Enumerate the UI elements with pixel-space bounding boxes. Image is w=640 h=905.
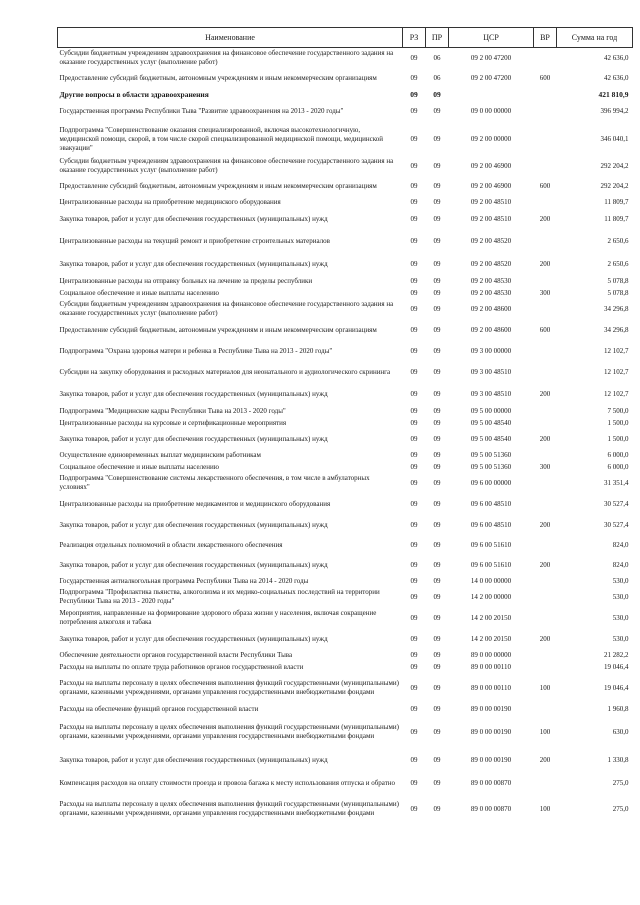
- cell-vr: 100: [539, 727, 551, 736]
- cell-vr: 600: [539, 181, 551, 190]
- cell-rz: 09: [410, 613, 418, 622]
- table-row: [58, 772, 633, 794]
- cell-vr: 200: [539, 259, 551, 268]
- cell-rz: 09: [410, 540, 418, 549]
- cell-pr: 09: [433, 683, 441, 692]
- cell-pr: 06: [433, 53, 441, 62]
- cell-csr: 89 0 00 00110: [471, 663, 511, 671]
- cell-pr: 09: [433, 236, 441, 245]
- cell-pr: 09: [433, 804, 441, 813]
- cell-pr: 09: [433, 259, 441, 268]
- cell-csr: 09 2 00 48510: [470, 198, 512, 206]
- cell-csr: 09 6 00 48510: [470, 499, 512, 508]
- cell-name: Другие вопросы в области здравоохранения: [59, 89, 209, 99]
- cell-name: Расходы на обеспечение функций органов государственной власти: [59, 705, 259, 713]
- table-row: [58, 122, 633, 156]
- cell-rz: 09: [410, 778, 418, 787]
- table-row: [58, 473, 633, 493]
- cell-name: Государственная антиалкогольная программа Республики Тыва на 2014 - 2020 годы: [59, 576, 309, 585]
- cell-vr: [534, 405, 557, 418]
- cell-rz: 09: [410, 576, 418, 585]
- cell-vr: [534, 493, 557, 515]
- cell-rz: 09: [410, 804, 418, 813]
- table-row: [58, 493, 633, 515]
- cell-vr: [534, 535, 557, 555]
- cell-rz: 09: [410, 89, 418, 99]
- cell-csr: 89 0 00 00190: [470, 705, 512, 713]
- cell-name: Расходы на выплаты по оплате труда работников органов государственной власти: [59, 663, 304, 671]
- cell-pr: 09: [433, 214, 441, 223]
- header-rz: РЗ: [403, 28, 426, 48]
- table-row: [58, 429, 633, 449]
- cell-rz: 09: [410, 651, 418, 659]
- cell-csr: 09 3 00 48510: [470, 389, 512, 398]
- cell-sum: 346 040,1: [600, 134, 629, 143]
- cell-rz: 09: [410, 463, 418, 471]
- cell-sum: 11 809,7: [604, 214, 629, 223]
- cell-pr: 09: [433, 727, 441, 736]
- cell-pr: 09: [433, 778, 441, 787]
- cell-name: Расходы на выплаты персоналу в целях обеспечения выполнения функций государственными (муниципальными) органами, казенными учреждениями, органами управления государственными внебюджетными фондами: [59, 800, 400, 817]
- table-row: [58, 449, 633, 462]
- cell-pr: 09: [433, 325, 441, 334]
- cell-name: Социальное обеспечение и иные выплаты населению: [59, 289, 219, 297]
- cell-name: Субсидии бюджетным учреждениям здравоохранения на финансовое обеспечение государственного задания на оказание государственных услуг (выполнение работ): [59, 300, 394, 317]
- cell-name: Субсидии на закупку оборудования и расходных материалов для неонатального и аудиологического скрининга: [59, 367, 391, 376]
- cell-pr: 09: [433, 407, 441, 415]
- cell-csr: 09 5 00 51360: [470, 463, 512, 471]
- cell-csr: 09 5 00 48540: [470, 419, 512, 427]
- table-row: [58, 794, 633, 824]
- cell-pr: 09: [433, 705, 441, 713]
- cell-csr: 09 2 00 48510: [470, 214, 512, 223]
- cell-vr: [534, 361, 557, 383]
- table-row: [58, 703, 633, 716]
- cell-rz: 09: [410, 181, 418, 190]
- cell-sum: 19 046,4: [604, 683, 629, 692]
- cell-rz: 09: [410, 73, 418, 82]
- cell-rz: 09: [410, 560, 418, 569]
- cell-name: Подпрограмма "Профилактика пьянства, алкоголизма и их медико-социальных последствий на территории Республики Тыва на 2013 - 2020 годы": [59, 588, 380, 605]
- cell-name: Предоставление субсидий бюджетным, автономным учреждениям и иным некоммерческим организациям: [59, 73, 377, 82]
- cell-vr: [534, 607, 557, 629]
- cell-name: Централизованные расходы на текущий ремонт и приобретение строительных материалов: [59, 236, 330, 245]
- cell-sum: 6 000,0: [607, 451, 629, 459]
- cell-pr: 09: [433, 478, 441, 487]
- cell-csr: 89 0 00 00870: [470, 804, 512, 813]
- cell-vr: 200: [539, 634, 551, 643]
- cell-pr: 09: [433, 520, 441, 529]
- cell-csr: 89 0 00 00110: [471, 683, 511, 692]
- table-row: [58, 716, 633, 748]
- cell-sum: 2 650,6: [607, 259, 629, 268]
- table-row: [58, 515, 633, 535]
- cell-vr: [534, 418, 557, 429]
- cell-vr: [534, 772, 557, 794]
- table-row: [58, 555, 633, 575]
- cell-vr: [534, 100, 557, 122]
- cell-pr: 09: [433, 346, 441, 355]
- table-row: [58, 405, 633, 418]
- cell-pr: 09: [433, 134, 441, 143]
- cell-sum: 34 296,8: [604, 325, 629, 334]
- cell-rz: 09: [410, 592, 418, 601]
- cell-name: Реализация отдельных полномочий в области лекарственного обеспечения: [59, 540, 283, 549]
- cell-csr: 09 3 00 00000: [470, 346, 512, 355]
- cell-rz: 09: [410, 161, 418, 170]
- table-row: [58, 607, 633, 629]
- cell-csr: 09 5 00 00000: [470, 407, 512, 415]
- cell-vr: 200: [539, 214, 551, 223]
- table-row: [58, 253, 633, 275]
- table-row: [58, 418, 633, 429]
- cell-rz: 09: [410, 277, 418, 285]
- cell-sum: 292 204,2: [600, 161, 629, 170]
- cell-csr: 09 6 00 51610: [470, 540, 512, 549]
- table-row: [58, 629, 633, 649]
- cell-pr: 09: [433, 651, 441, 659]
- cell-rz: 09: [410, 259, 418, 268]
- cell-vr: 200: [539, 389, 551, 398]
- cell-rz: 09: [410, 389, 418, 398]
- cell-csr: 09 5 00 48540: [470, 434, 512, 443]
- header-vr: ВР: [534, 28, 557, 48]
- cell-name: Предоставление субсидий бюджетным, автономным учреждениям и иным некоммерческим организациям: [59, 325, 377, 334]
- table-row: [58, 100, 633, 122]
- cell-name: Осуществление единовременных выплат медицинским работникам: [59, 451, 261, 459]
- cell-name: Закупка товаров, работ и услуг для обеспечения государственных (муниципальных) нужд: [59, 434, 328, 443]
- table-row: [58, 649, 633, 662]
- cell-csr: 09 2 00 00000: [470, 134, 512, 143]
- cell-name: Субсидии бюджетным учреждениям здравоохранения на финансовое обеспечение государственного задания на оказание государственных услуг (выполнение работ): [59, 49, 394, 66]
- cell-csr: 89 0 00 00190: [470, 727, 512, 736]
- cell-name: Расходы на выплаты персоналу в целях обеспечения выполнения функций государственными (муниципальными) органами, казенными учреждениями, органами управления государственными внебюджетными фондами: [59, 679, 400, 696]
- table-row: [58, 575, 633, 587]
- cell-rz: 09: [410, 325, 418, 334]
- cell-rz: 09: [410, 214, 418, 223]
- cell-vr: 100: [539, 683, 551, 692]
- cell-vr: 200: [539, 755, 551, 764]
- cell-pr: 09: [433, 389, 441, 398]
- cell-rz: 09: [410, 53, 418, 62]
- cell-csr: 09 2 00 47200: [470, 73, 512, 82]
- cell-sum: 6 000,0: [607, 463, 629, 471]
- cell-sum: 19 046,4: [604, 663, 629, 671]
- cell-pr: 09: [433, 560, 441, 569]
- cell-vr: 300: [539, 463, 551, 471]
- cell-vr: [534, 229, 557, 253]
- cell-pr: 09: [433, 198, 441, 206]
- cell-sum: 12 102,7: [604, 389, 629, 398]
- cell-vr: [534, 449, 557, 462]
- cell-rz: 09: [410, 705, 418, 713]
- cell-pr: 09: [433, 499, 441, 508]
- cell-vr: [534, 48, 557, 69]
- cell-pr: 09: [433, 463, 441, 471]
- cell-vr: 100: [539, 804, 551, 813]
- cell-pr: 09: [433, 304, 441, 313]
- cell-name: Централизованные расходы на приобретение медицинского оборудования: [59, 198, 281, 206]
- cell-csr: 14 2 00 20150: [470, 613, 512, 622]
- cell-pr: 09: [433, 634, 441, 643]
- cell-pr: 09: [433, 367, 441, 376]
- cell-name: Закупка товаров, работ и услуг для обеспечения государственных (муниципальных) нужд: [59, 520, 328, 529]
- cell-sum: 42 636,0: [604, 73, 629, 82]
- budget-table: [57, 27, 633, 824]
- budget-table-page: [57, 27, 632, 824]
- table-row: [58, 299, 633, 319]
- cell-vr: 300: [539, 289, 551, 297]
- cell-csr: 09 2 00 47200: [470, 53, 512, 62]
- cell-vr: [534, 341, 557, 361]
- cell-vr: [534, 275, 557, 288]
- cell-csr: [449, 88, 534, 100]
- table-header-row: [58, 28, 633, 48]
- table-row: [58, 209, 633, 229]
- header-name: Наименование: [58, 28, 403, 48]
- cell-csr: 89 0 00 00190: [470, 755, 512, 764]
- cell-pr: 09: [433, 289, 441, 297]
- cell-sum: 530,0: [612, 613, 629, 622]
- cell-sum: 12 102,7: [604, 346, 629, 355]
- cell-csr: 89 0 00 00000: [470, 651, 512, 659]
- cell-name: Централизованные расходы на курсовые и сертификационные мероприятия: [59, 419, 287, 427]
- cell-pr: 09: [433, 161, 441, 170]
- cell-rz: 09: [410, 755, 418, 764]
- cell-sum: 2 650,6: [607, 236, 629, 245]
- cell-rz: 09: [410, 198, 418, 206]
- table-row: [58, 662, 633, 673]
- cell-name: Централизованные расходы на приобретение медикаментов и медицинского оборудования: [59, 499, 331, 508]
- cell-pr: 09: [433, 181, 441, 190]
- cell-name: Компенсация расходов на оплату стоимости проезда и провоза багажа к месту использования отпуска и обратно: [59, 778, 396, 787]
- cell-csr: 09 2 00 48600: [470, 304, 512, 313]
- cell-csr: 09 2 00 48600: [470, 325, 512, 334]
- cell-rz: 09: [410, 478, 418, 487]
- cell-pr: 09: [433, 419, 441, 427]
- cell-pr: 09: [433, 451, 441, 459]
- cell-rz: 09: [410, 499, 418, 508]
- cell-pr: 09: [433, 540, 441, 549]
- cell-sum: 1 960,8: [607, 705, 629, 713]
- table-row: [58, 68, 633, 88]
- cell-sum: 21 282,2: [604, 651, 629, 659]
- cell-rz: 09: [410, 520, 418, 529]
- cell-sum: 396 994,2: [600, 106, 629, 115]
- cell-vr: 600: [539, 325, 551, 334]
- cell-sum: 5 078,8: [607, 277, 629, 285]
- cell-name: Подпрограмма "Совершенствование оказания специализированной, включая высокотехнологичную, медицинской помощи, скорой, в том числе скорой специализированной медицинской помощи, медицинской эвакуации": [59, 125, 384, 152]
- cell-name: Мероприятия, направленные на формирование здорового образа жизни у населения, включая сокращение потребления алкоголя и табака: [59, 609, 377, 626]
- cell-name: Государственная программа Республики Тыва "Развитие здравоохранения на 2013 - 2020 годы": [59, 106, 344, 115]
- table-row: [58, 48, 633, 69]
- cell-vr: [534, 473, 557, 493]
- cell-rz: 09: [410, 407, 418, 415]
- table-row: [58, 748, 633, 772]
- cell-vr: [534, 703, 557, 716]
- cell-csr: 14 0 00 00000: [470, 576, 512, 585]
- table-row: [58, 176, 633, 196]
- cell-pr: 09: [433, 613, 441, 622]
- cell-csr: 14 2 00 20150: [470, 634, 512, 643]
- cell-vr: 200: [539, 434, 551, 443]
- cell-pr: 09: [433, 755, 441, 764]
- cell-csr: 09 2 00 48520: [470, 236, 512, 245]
- cell-rz: 09: [410, 304, 418, 313]
- cell-vr: [534, 587, 557, 607]
- cell-sum: 292 204,2: [600, 181, 629, 190]
- cell-sum: 275,0: [612, 804, 629, 813]
- cell-sum: 1 500,0: [607, 434, 629, 443]
- table-row: [58, 361, 633, 383]
- cell-sum: 1 500,0: [607, 419, 629, 427]
- table-row: [58, 156, 633, 176]
- cell-name: Расходы на выплаты персоналу в целях обеспечения выполнения функций государственными (муниципальными) органами, казенными учреждениями, органами управления государственными внебюджетными фондами: [59, 723, 400, 740]
- cell-name: Подпрограмма "Медицинские кадры Республики Тыва на 2013 - 2020 годы": [59, 407, 286, 415]
- cell-sum: 12 102,7: [604, 367, 629, 376]
- table-row: [58, 673, 633, 703]
- cell-pr: 09: [433, 663, 441, 671]
- cell-rz: 09: [410, 106, 418, 115]
- table-row: [58, 196, 633, 209]
- cell-name: Закупка товаров, работ и услуг для обеспечения государственных (муниципальных) нужд: [59, 259, 328, 268]
- cell-vr: 200: [539, 520, 551, 529]
- cell-sum: 530,0: [612, 634, 629, 643]
- cell-csr: 09 2 00 48520: [470, 259, 512, 268]
- cell-rz: 09: [410, 634, 418, 643]
- cell-vr: [534, 662, 557, 673]
- cell-sum: 824,0: [612, 540, 629, 549]
- cell-name: Предоставление субсидий бюджетным, автономным учреждениям и иным некоммерческим организациям: [59, 181, 377, 190]
- cell-name: Подпрограмма "Охрана здоровья матери и ребенка в Республике Тыва на 2013 - 2020 годы": [59, 346, 333, 355]
- cell-name: Закупка товаров, работ и услуг для обеспечения государственных (муниципальных) нужд: [59, 755, 328, 764]
- cell-pr: 09: [433, 592, 441, 601]
- cell-vr: [534, 122, 557, 156]
- cell-sum: 530,0: [612, 592, 629, 601]
- cell-rz: 09: [410, 367, 418, 376]
- cell-csr: 09 6 00 00000: [470, 478, 512, 487]
- table-row: [58, 288, 633, 299]
- cell-rz: 09: [410, 134, 418, 143]
- header-pr: ПР: [426, 28, 449, 48]
- cell-vr: [534, 649, 557, 662]
- cell-pr: 09: [433, 277, 441, 285]
- cell-csr: 09 5 00 51360: [470, 451, 512, 459]
- cell-rz: 09: [410, 727, 418, 736]
- cell-name: Закупка товаров, работ и услуг для обеспечения государственных (муниципальных) нужд: [59, 389, 328, 398]
- table-row: [58, 535, 633, 555]
- cell-pr: 06: [433, 73, 441, 82]
- cell-rz: 09: [410, 663, 418, 671]
- cell-vr: [534, 196, 557, 209]
- cell-pr: 09: [433, 576, 441, 585]
- cell-csr: 09 2 00 48530: [470, 289, 512, 297]
- cell-csr: 89 0 00 00870: [470, 778, 512, 787]
- cell-name: Субсидии бюджетным учреждениям здравоохранения на финансовое обеспечение государственного задания на оказание государственных услуг (выполнение работ): [59, 157, 394, 174]
- cell-csr: 09 6 00 51610: [470, 560, 512, 569]
- cell-sum: 30 527,4: [604, 499, 629, 508]
- table-row: [58, 319, 633, 341]
- cell-csr: 09 0 00 00000: [470, 106, 512, 115]
- table-row: [58, 462, 633, 473]
- table-row: [58, 229, 633, 253]
- cell-csr: 09 6 00 48510: [470, 520, 512, 529]
- cell-name: Обеспечение деятельности органов государственной власти Республики Тыва: [59, 651, 293, 659]
- cell-sum: 824,0: [612, 560, 629, 569]
- cell-sum: 275,0: [612, 778, 629, 787]
- cell-sum: 630,0: [612, 727, 629, 736]
- cell-rz: 09: [410, 451, 418, 459]
- cell-name: Централизованные расходы на отправку больных на лечение за пределы республики: [59, 277, 313, 285]
- cell-name: Закупка товаров, работ и услуг для обеспечения государственных (муниципальных) нужд: [59, 634, 328, 643]
- cell-vr: [534, 575, 557, 587]
- cell-csr: 14 2 00 00000: [470, 592, 512, 601]
- table-body: [58, 48, 633, 825]
- header-sum: Сумма на год: [557, 28, 633, 48]
- table-row: [58, 383, 633, 405]
- cell-csr: 09 2 00 46900: [470, 181, 512, 190]
- table-row: [58, 88, 633, 100]
- table-row: [58, 341, 633, 361]
- cell-rz: 09: [410, 289, 418, 297]
- cell-sum: 421 810,9: [598, 89, 629, 99]
- cell-sum: 1 330,8: [607, 755, 629, 764]
- cell-rz: 09: [410, 419, 418, 427]
- cell-pr: 09: [433, 89, 441, 99]
- cell-rz: 09: [410, 683, 418, 692]
- cell-csr: 09 2 00 46900: [470, 161, 512, 170]
- cell-vr: 600: [539, 73, 551, 82]
- cell-rz: 09: [410, 434, 418, 443]
- cell-sum: 31 351,4: [604, 478, 629, 487]
- cell-vr: 200: [539, 560, 551, 569]
- cell-name: Подпрограмма "Совершенствование системы лекарственного обеспечения, в том числе в амбулаторных условиях": [59, 474, 370, 491]
- cell-sum: 11 809,7: [604, 198, 629, 206]
- cell-name: Закупка товаров, работ и услуг для обеспечения государственных (муниципальных) нужд: [59, 214, 328, 223]
- cell-csr: 09 2 00 48530: [470, 277, 512, 285]
- table-row: [58, 275, 633, 288]
- cell-sum: 42 636,0: [604, 53, 629, 62]
- header-csr: ЦСР: [449, 28, 534, 48]
- cell-vr: [534, 156, 557, 176]
- table-row: [58, 587, 633, 607]
- cell-csr: 09 3 00 48510: [470, 367, 512, 376]
- cell-name: Социальное обеспечение и иные выплаты населению: [59, 463, 219, 471]
- cell-sum: 530,0: [612, 576, 629, 585]
- cell-rz: 09: [410, 346, 418, 355]
- cell-sum: 34 296,8: [604, 304, 629, 313]
- cell-pr: 09: [433, 106, 441, 115]
- cell-vr: [534, 88, 557, 100]
- cell-sum: 30 527,4: [604, 520, 629, 529]
- cell-vr: [534, 299, 557, 319]
- cell-sum: 7 500,0: [607, 407, 629, 415]
- cell-sum: 5 078,8: [607, 289, 629, 297]
- cell-pr: 09: [433, 434, 441, 443]
- cell-name: Закупка товаров, работ и услуг для обеспечения государственных (муниципальных) нужд: [59, 560, 328, 569]
- cell-rz: 09: [410, 236, 418, 245]
